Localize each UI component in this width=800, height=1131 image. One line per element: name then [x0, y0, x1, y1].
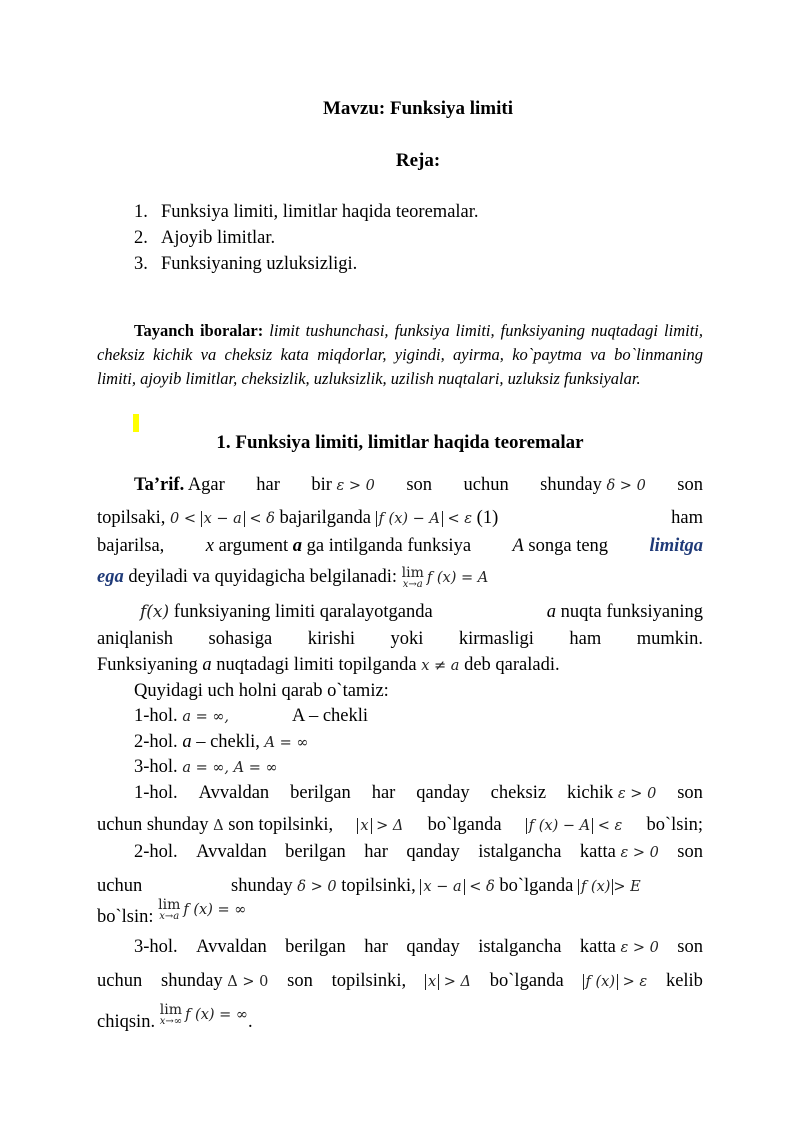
math-case-3: a = ∞, A = ∞: [182, 760, 278, 776]
keywords-paragraph: [97, 319, 703, 391]
plan-item-number: 1.: [134, 202, 148, 222]
paragraph-2-line-1: f(x) funksiyaning limiti qaralayotganda a nuqta funksiyaning: [140, 602, 703, 622]
highlighted-term: limitga: [649, 536, 703, 556]
text-word: bajarilsa,: [97, 536, 165, 556]
math-abs-x-minus-a: x − a < δ: [420, 879, 494, 895]
variable-a: a: [546, 602, 557, 622]
variable-a: a: [292, 536, 302, 556]
math-case-1: a = ∞,: [182, 709, 230, 725]
highlight-mark: [133, 414, 139, 432]
text-word: shunday: [540, 475, 602, 495]
definition-line-4: [97, 566, 703, 590]
equation-number: (1): [476, 508, 499, 528]
text-word: uchun: [463, 475, 509, 495]
case-2-summary: 2-hol. a – chekli, A = ∞: [134, 732, 309, 752]
definition-line-1: [134, 475, 703, 496]
plan-heading: Reja:: [395, 150, 441, 171]
plan-item: [134, 199, 479, 225]
keywords-label: Tayanch iboralar:: [134, 321, 264, 340]
text-word: bajarilganda: [279, 508, 371, 528]
math-condition-delta: 0 < x − a < δ: [169, 511, 275, 527]
text-word: bir: [311, 475, 332, 495]
definition-line-2: [97, 508, 703, 529]
plan-item-number: 3.: [134, 254, 148, 274]
case-3-summary: 3-hol. a = ∞, A = ∞: [134, 757, 278, 777]
case-1-summary: 1-hol. a = ∞, A – chekli: [134, 706, 369, 726]
variable-A: A: [512, 536, 524, 556]
definition-label: Ta’rif.: [134, 475, 185, 495]
section-heading: 1. Funksiya limiti, limitlar haqida teoremalar: [216, 432, 584, 453]
plan-item: [134, 225, 479, 251]
math-epsilon-positive: ε > 0: [617, 786, 657, 802]
math-condition-epsilon: f (x) − A < ε: [376, 511, 472, 527]
text-word: ham: [671, 508, 703, 528]
variable-a: a: [202, 655, 212, 675]
math-epsilon-positive: ε > 0: [620, 845, 659, 861]
case-2-line-3: bo`lsin: $^{lim x\to a f (x) = \infty}$: [97, 897, 247, 927]
math-Delta-positive: Δ > 0: [227, 974, 269, 990]
text-segment: deyiladi va quyidagicha belgilanadi:: [128, 567, 398, 587]
case-2-line-2: uchun shunday δ > 0 topilsinki, x − a < δ bo`lganda f (x) > E: [97, 876, 641, 896]
text-word: Agar: [187, 475, 225, 495]
case-3-line-3: chiqsin. $^{lim x\to\infty f (x) = \infty}$.: [97, 1002, 253, 1032]
math-epsilon-positive: ε > 0: [336, 478, 375, 494]
math-abs-f-minus-A: f (x) − A < ε: [526, 818, 622, 834]
paragraph-2-line-2: aniqlanish sohasiga kirishi yoki kirmasligi ham mumkin.: [97, 629, 703, 649]
case-3-line-1: 3-hol. Avvaldan berilgan har qanday istalgancha katta ε > 0 son: [134, 937, 703, 957]
plan-item-text: Funksiya limiti, limitlar haqida teoremalar.: [161, 202, 479, 222]
case-1-line-1: 1-hol. Avvaldan berilgan har qanday cheksiz kichik ε > 0 son: [134, 783, 703, 803]
math-case-2: A = ∞: [264, 735, 309, 751]
math-x-not-equal-a: x ≠ a: [421, 658, 460, 674]
math-delta-positive: δ > 0: [606, 478, 646, 494]
text-word: son: [406, 475, 433, 495]
document-title: Mavzu: Funksiya limiti: [322, 98, 513, 119]
variable-x: x: [205, 536, 214, 556]
plan-list: [134, 199, 479, 277]
plan-item: [134, 251, 479, 277]
math-abs-x-gt-Delta: x > Δ: [357, 818, 403, 834]
math-abs-fx-gt-eps: f (x) > ε: [583, 974, 648, 990]
text-word: topilsaki,: [97, 508, 166, 528]
plan-item-number: 2.: [134, 228, 148, 248]
math-case-3-limit: lim x→∞ f (x) = ∞: [159, 1002, 248, 1027]
math-Delta: Δ: [213, 818, 224, 834]
cases-intro: Quyidagi uch holni qarab o`tamiz:: [134, 681, 389, 701]
highlighted-term: ega: [97, 567, 124, 587]
paragraph-2-line-3: Funksiyaning a nuqtadagi limiti topilganda x ≠ a deb qaraladi.: [97, 655, 560, 675]
definition-line-3: bajarilsa, x argument a ga intilganda funksiya A songa teng limitga: [97, 536, 703, 556]
math-limit-definition: lim x→a f (x) = A: [401, 565, 489, 590]
keywords-text: limit tushunchasi, funksiya limiti, funksiyaning nuqtadagi limiti, cheksiz kichik va cheksiz kata miqdorlar, yigindi, ayirma, ko`paytma va bo`linmaning limiti, ajoyib limitlar, cheksizlik, uzluksizlik, uzilish nuqtalari, uzluksiz funksiyalar.: [97, 321, 703, 388]
case-1-line-2: uchun shunday Δ son topilsinki, x > Δ bo`lganda f (x) − A < ε bo`lsin;: [97, 815, 703, 835]
math-case-2-limit: lim x→a f (x) = ∞: [158, 897, 247, 922]
math-abs-fx-gt-E: f (x) > E: [578, 879, 641, 895]
math-delta-positive: δ > 0: [297, 879, 337, 895]
math-epsilon-positive: ε > 0: [620, 940, 659, 956]
math-abs-x-gt-Delta: x > Δ: [425, 974, 471, 990]
plan-item-text: Funksiyaning uzluksizligi.: [161, 254, 358, 274]
plan-item-text: Ajoyib limitlar.: [161, 228, 276, 248]
text-word: son: [677, 475, 703, 495]
math-f-of-x: f(x): [140, 602, 170, 622]
case-2-line-1: 2-hol. Avvaldan berilgan har qanday istalgancha katta ε > 0 son: [134, 842, 703, 862]
case-3-line-2: uchun shunday Δ > 0 son topilsinki, x > Δ bo`lganda f (x) > ε kelib: [97, 971, 703, 991]
text-word: har: [256, 475, 280, 495]
